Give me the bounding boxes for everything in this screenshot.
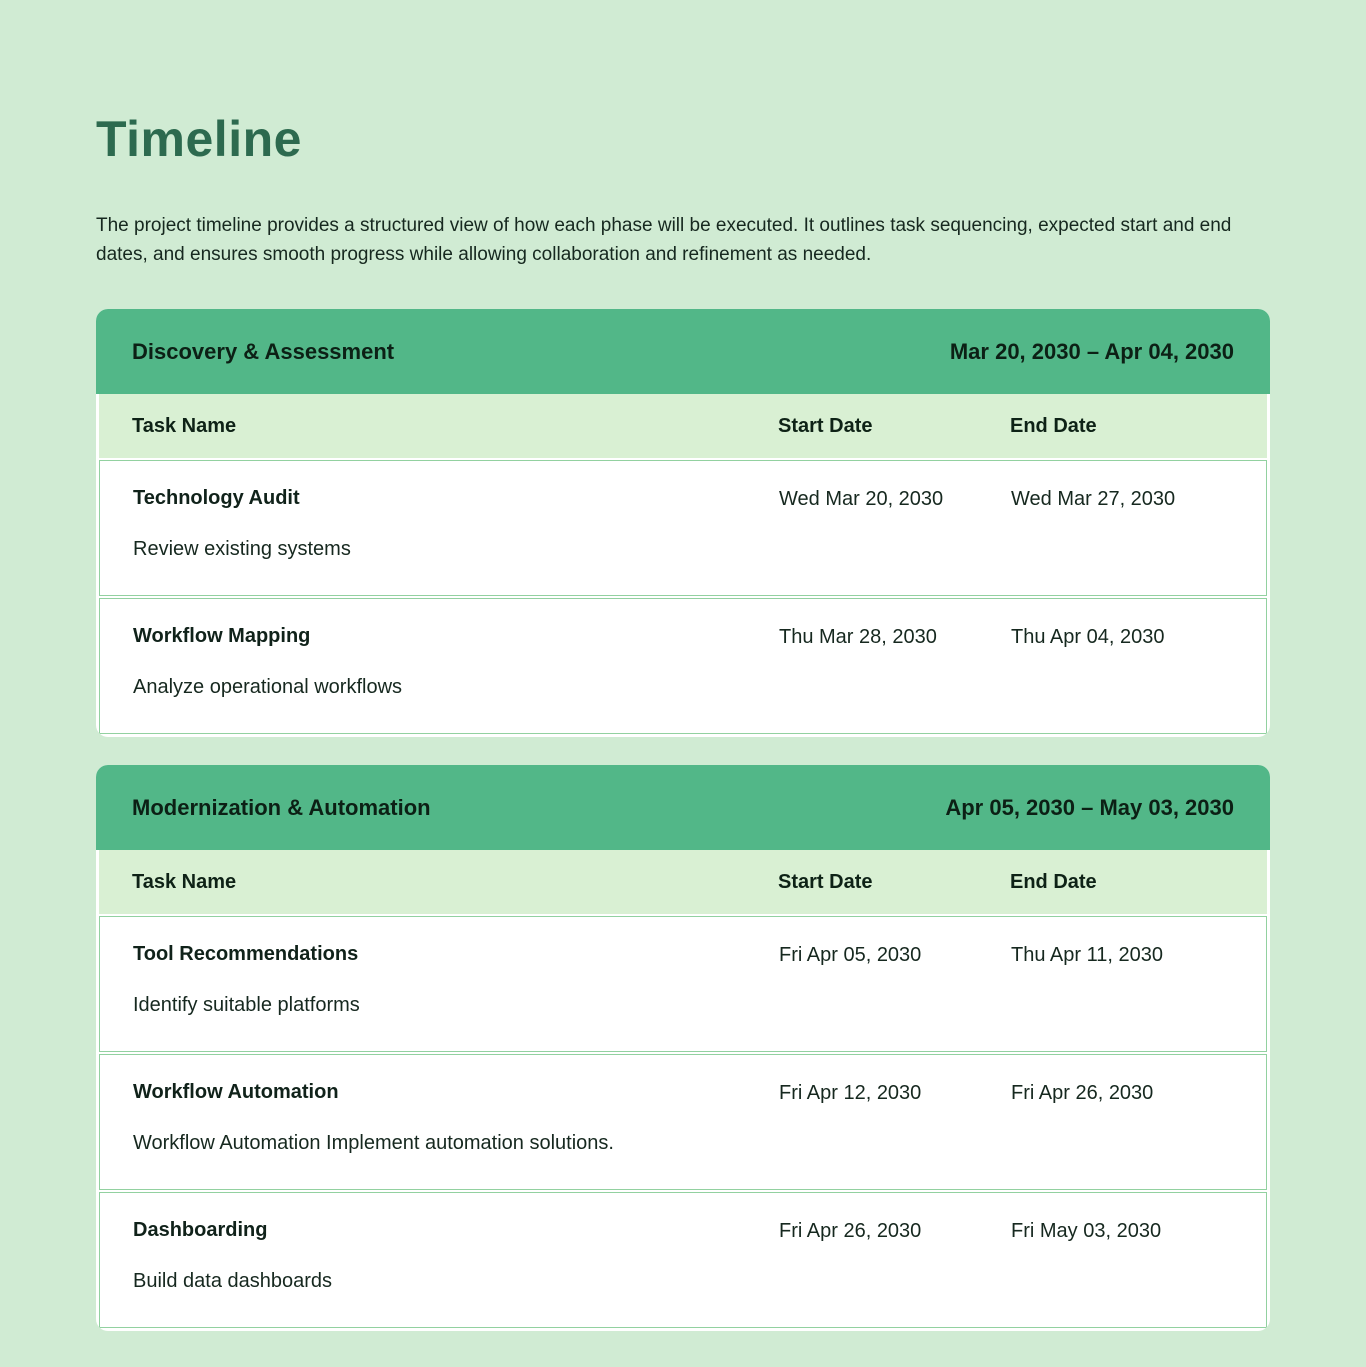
task-cell xyxy=(133,943,779,1021)
page-title: Timeline xyxy=(96,111,302,167)
column-header-start-date: Start Date xyxy=(778,414,873,437)
task-end-date: Wed Mar 27, 2030 xyxy=(1011,488,1176,510)
table-row xyxy=(99,1054,1267,1190)
task-start-date: Fri Apr 12, 2030 xyxy=(779,1082,922,1104)
phase-date-range: Apr 05, 2030 – May 03, 2030 xyxy=(945,794,1234,820)
task-name: Workflow Automation xyxy=(133,1081,339,1103)
page-intro: The project timeline provides a structured view of how each phase will be executed. It outlines task sequencing, expected start and end dates, and ensures smooth progress while allowing collaboration and refinement as needed. xyxy=(96,215,1232,265)
table-header-row xyxy=(99,394,1267,458)
task-name: Dashboarding xyxy=(133,1219,268,1241)
table-row xyxy=(99,1192,1267,1328)
task-name: Workflow Mapping xyxy=(133,625,311,647)
timeline-page xyxy=(96,0,1270,1353)
task-start-date: Fri Apr 05, 2030 xyxy=(779,944,922,966)
phase-header-bar xyxy=(96,309,1270,394)
task-start-date: Thu Mar 28, 2030 xyxy=(779,626,937,648)
table-row xyxy=(99,598,1267,734)
task-end-date: Thu Apr 04, 2030 xyxy=(1011,626,1165,648)
table-row xyxy=(99,916,1267,1052)
phase-card-discovery-assessment xyxy=(96,309,1270,737)
phase-date-range: Mar 20, 2030 – Apr 04, 2030 xyxy=(949,338,1234,364)
task-cell xyxy=(133,487,779,565)
task-end-date: Fri Apr 26, 2030 xyxy=(1011,1082,1154,1104)
task-name: Technology Audit xyxy=(133,487,300,509)
task-end-date: Fri May 03, 2030 xyxy=(1011,1220,1162,1242)
phase-header-bar xyxy=(96,765,1270,850)
task-end-date: Thu Apr 11, 2030 xyxy=(1011,944,1163,966)
phase-name: Modernization & Automation xyxy=(132,794,431,820)
task-cell xyxy=(133,1219,779,1297)
task-description: Review existing systems xyxy=(133,538,351,560)
task-description: Analyze operational workflows xyxy=(133,676,403,698)
phase-name: Discovery & Assessment xyxy=(132,338,395,364)
task-description: Workflow Automation Implement automation solutions. xyxy=(133,1132,614,1154)
task-cell xyxy=(133,1081,779,1159)
column-header-task-name: Task Name xyxy=(132,870,237,893)
phase-card-modernization-automation xyxy=(96,765,1270,1331)
task-start-date: Wed Mar 20, 2030 xyxy=(779,488,944,510)
task-cell xyxy=(133,625,779,703)
task-description: Build data dashboards xyxy=(133,1270,333,1292)
table-header-row xyxy=(99,850,1267,914)
column-header-end-date: End Date xyxy=(1010,870,1097,893)
task-description: Identify suitable platforms xyxy=(133,994,360,1016)
task-start-date: Fri Apr 26, 2030 xyxy=(779,1220,922,1242)
column-header-task-name: Task Name xyxy=(132,414,237,437)
task-name: Tool Recommendations xyxy=(133,943,359,965)
column-header-start-date: Start Date xyxy=(778,870,873,893)
table-row xyxy=(99,460,1267,596)
column-header-end-date: End Date xyxy=(1010,414,1097,437)
